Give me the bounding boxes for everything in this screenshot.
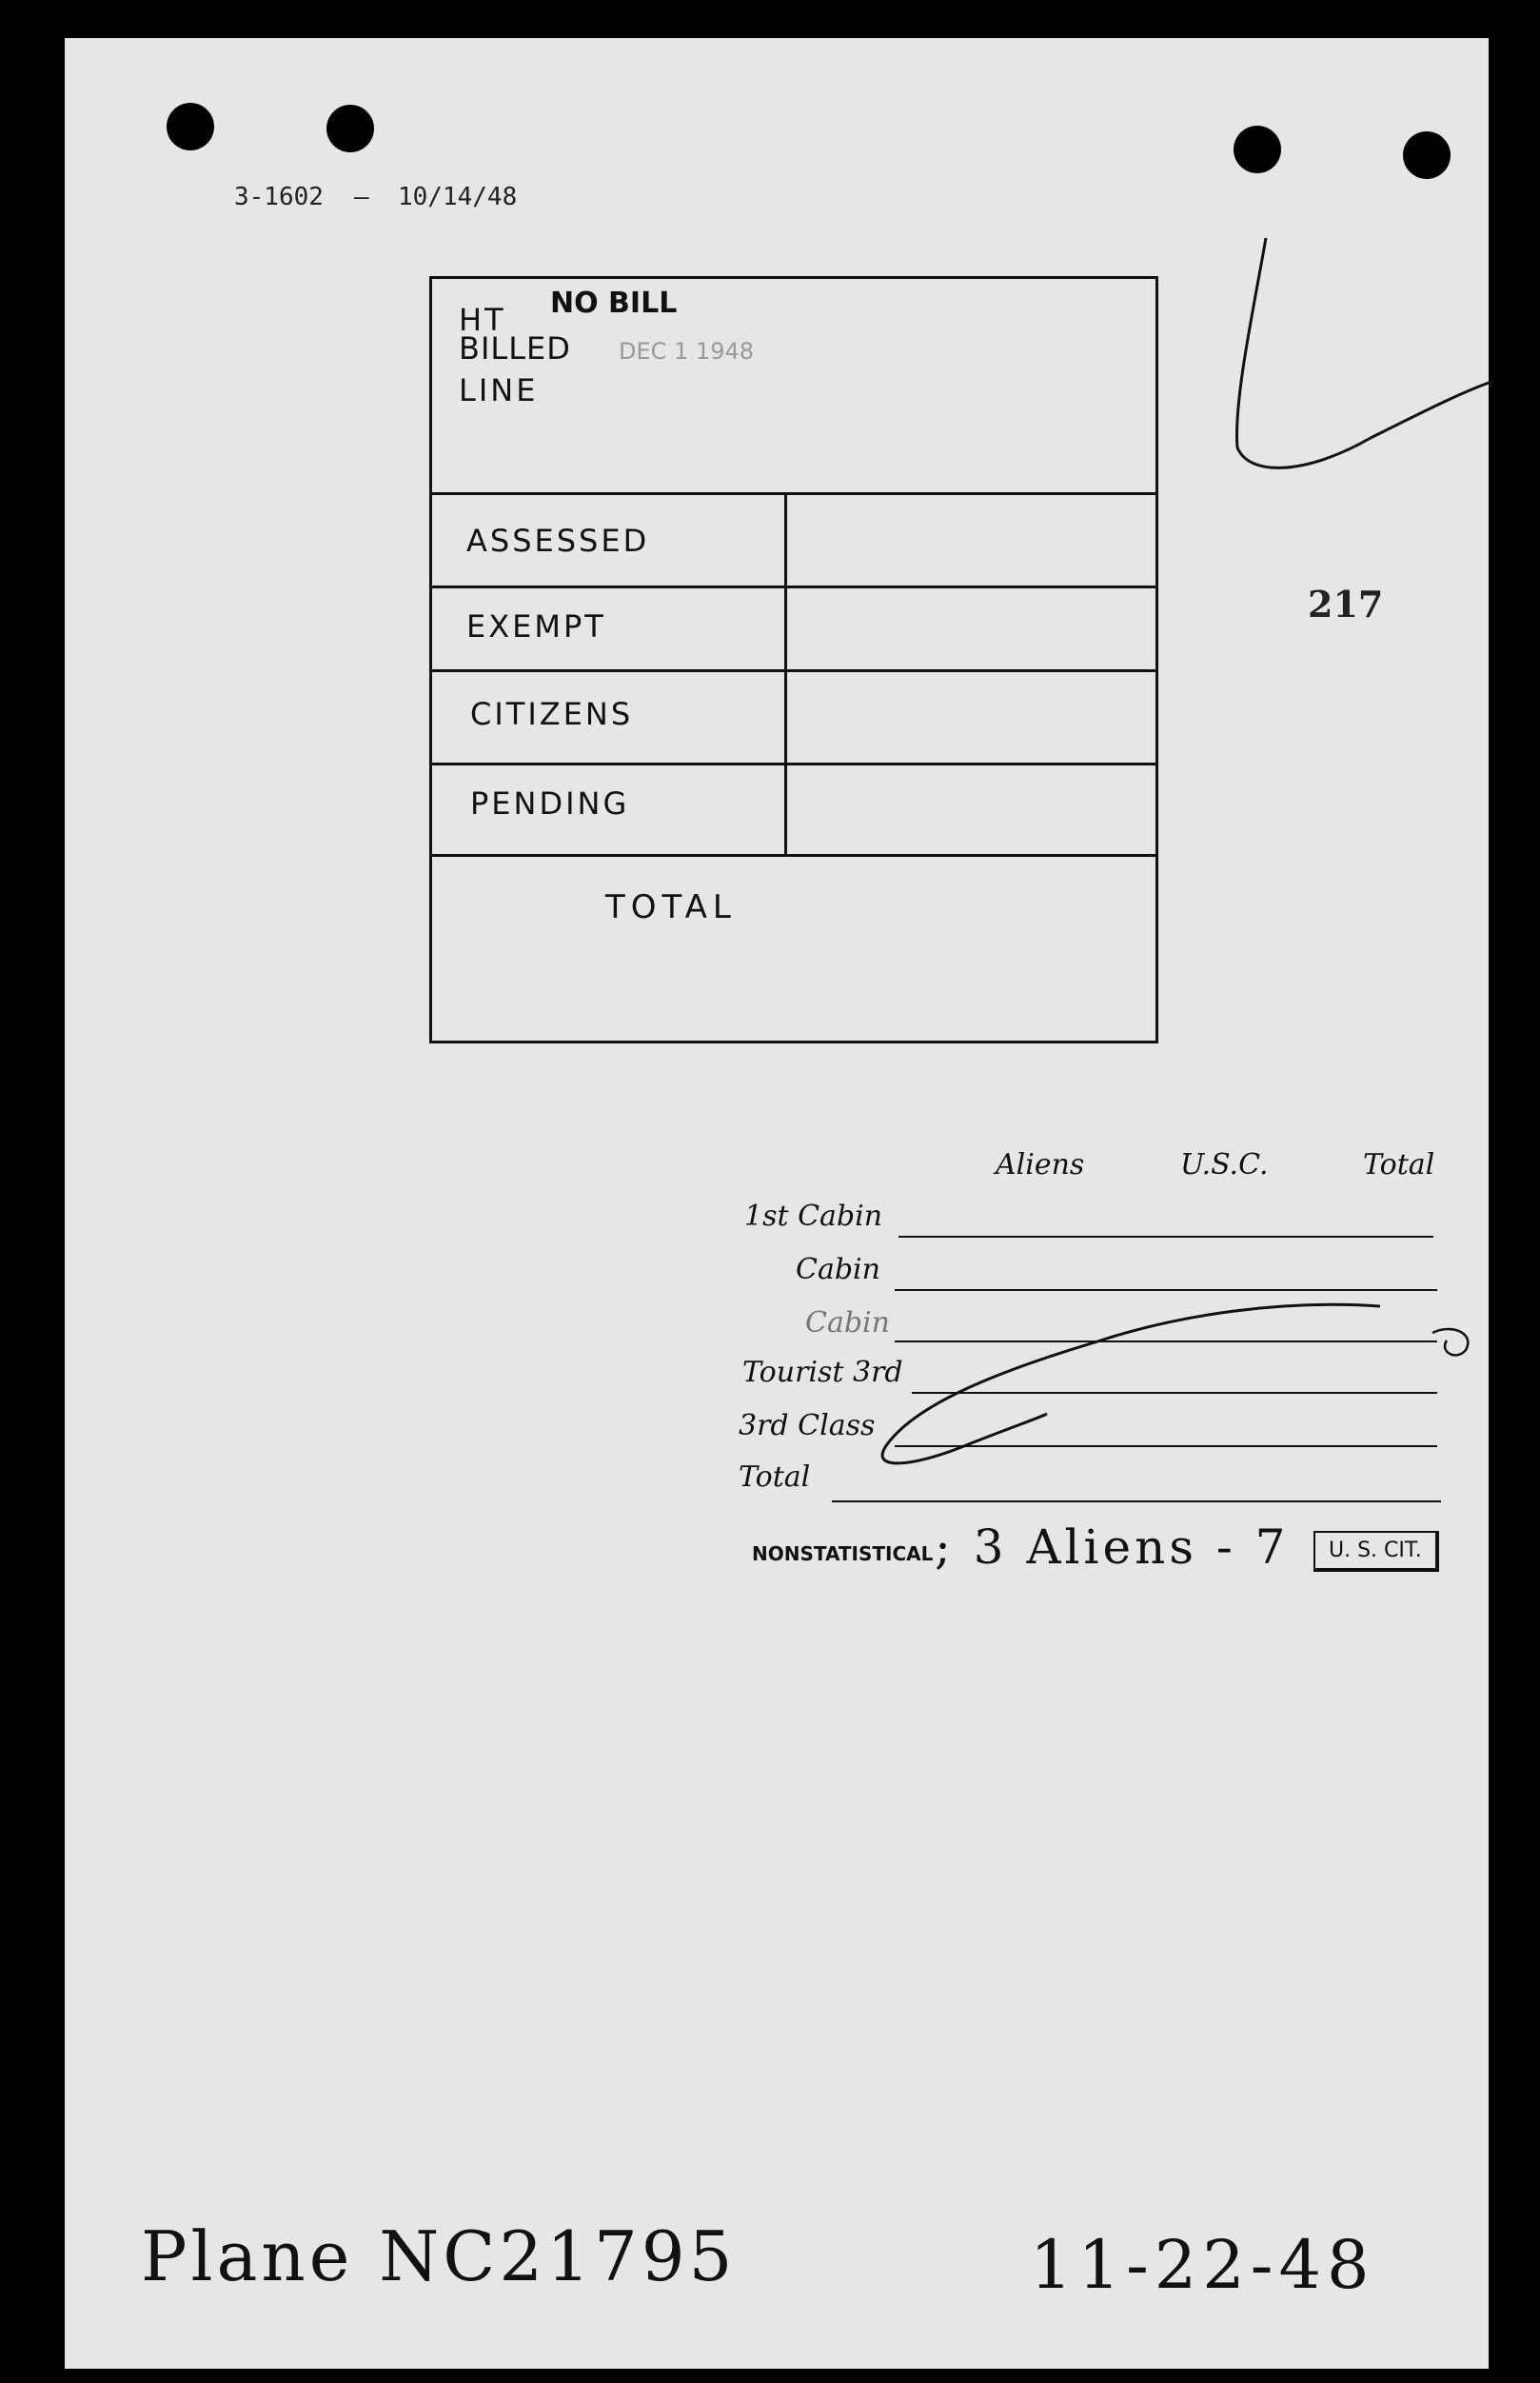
arrival-date: 11-22-48 xyxy=(1030,2226,1375,2304)
row-label-total: Total xyxy=(739,1460,811,1494)
form-reference: 3-1602 xyxy=(234,183,324,211)
category-citizens-label: CITIZENS xyxy=(470,696,634,732)
column-header-total: Total xyxy=(1363,1148,1435,1182)
head-line1-prefix: HT xyxy=(459,302,506,338)
us-cit-stamp: U. S. CIT. xyxy=(1313,1531,1439,1572)
row-label-tourist-3rd: Tourist 3rd xyxy=(742,1356,903,1389)
row-label-second-cabin: Cabin xyxy=(805,1306,890,1340)
divider-citizens xyxy=(432,763,1155,765)
row-label-3rd-class: 3rd Class xyxy=(739,1409,876,1442)
head-line2: BILLED xyxy=(459,330,571,367)
margin-loop xyxy=(1432,1329,1468,1355)
plane-number: Plane NC21795 xyxy=(141,2216,737,2296)
row-rule-3rd-class xyxy=(895,1445,1437,1447)
row-rule-1st-cabin xyxy=(898,1236,1433,1238)
divider-pending xyxy=(432,854,1155,857)
category-exempt-label: EXEMPT xyxy=(466,608,606,645)
nonstatistical-note: ; 3 Aliens - 7 xyxy=(935,1519,1290,1575)
head-line3: LINE xyxy=(459,372,539,408)
row-rule-second-cabin xyxy=(895,1340,1437,1342)
no-bill-stamp: NO BILL xyxy=(550,287,678,320)
row-rule-tourist-3rd xyxy=(912,1392,1437,1394)
divider-head xyxy=(432,492,1155,495)
value-column-divider xyxy=(784,492,787,857)
category-pending-label: PENDING xyxy=(470,785,630,822)
nonstatistical-label: NONSTATISTICAL xyxy=(752,1542,934,1565)
corner-check-mark xyxy=(1237,238,1494,467)
row-rule-total xyxy=(832,1500,1441,1502)
billed-date-stamp: DEC 1 1948 xyxy=(619,338,755,365)
divider-assessed xyxy=(432,586,1155,588)
row-rule-cabin xyxy=(895,1289,1437,1291)
form-date: 10/14/48 xyxy=(398,183,518,211)
divider-exempt xyxy=(432,669,1155,672)
form-separator: — xyxy=(354,183,369,211)
row-label-1st-cabin: 1st Cabin xyxy=(744,1200,883,1233)
category-assessed-label: ASSESSED xyxy=(466,523,650,559)
row-label-cabin: Cabin xyxy=(796,1253,880,1286)
tally-box xyxy=(429,276,1158,1043)
cross-out-stroke xyxy=(882,1304,1380,1463)
column-header-aliens: Aliens xyxy=(996,1148,1085,1182)
page-number: 217 xyxy=(1308,583,1384,626)
column-header-usc: U.S.C. xyxy=(1180,1148,1269,1182)
total-label: TOTAL xyxy=(605,888,737,926)
